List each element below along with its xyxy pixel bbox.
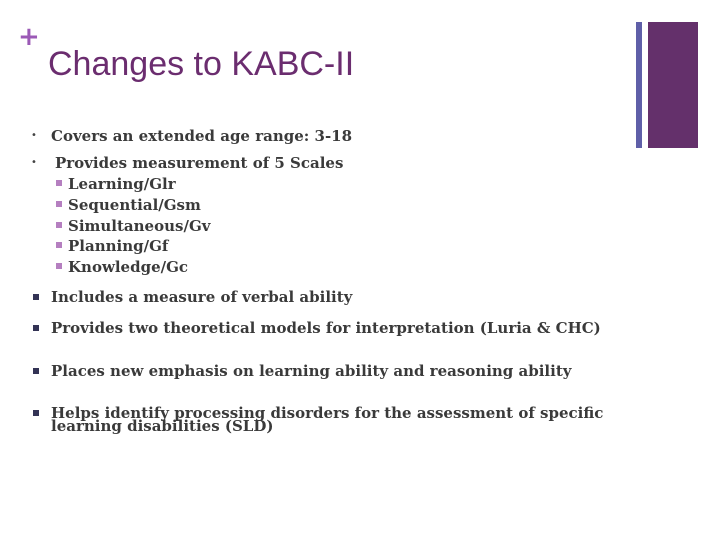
bullet-square-icon xyxy=(33,294,39,300)
sub-bullet-icon xyxy=(56,201,62,207)
bullet-square-icon xyxy=(33,325,39,331)
sub-bullet-icon xyxy=(56,242,62,248)
bullet-processing-disorders-line2: learning disabilities (SLD) xyxy=(51,417,274,435)
bullet-five-scales: Provides measurement of 5 Scales xyxy=(55,154,344,172)
bullet-processing-disorders-line1: Helps identify processing disorders for the assessment of specific xyxy=(51,404,604,422)
bullet-verbal-ability: Includes a measure of verbal ability xyxy=(51,288,353,306)
slide-title: Changes to KABC-II xyxy=(48,45,355,83)
bullet-square-icon xyxy=(33,410,39,416)
bullet-dot-icon: • xyxy=(31,130,37,141)
bullet-dot-icon: • xyxy=(31,157,37,168)
bullet-theoretical-models: Provides two theoretical models for interpretation (Luria & CHC) xyxy=(51,319,601,337)
scale-item: Knowledge/Gc xyxy=(68,258,189,276)
sub-bullet-icon xyxy=(56,222,62,228)
decorative-bar-wide xyxy=(648,22,698,148)
scale-item: Simultaneous/Gv xyxy=(68,217,211,235)
bullet-square-icon xyxy=(33,368,39,374)
sub-bullet-icon xyxy=(56,180,62,186)
sub-bullet-icon xyxy=(56,263,62,269)
scale-item: Learning/Glr xyxy=(68,175,176,193)
bullet-new-emphasis: Places new emphasis on learning ability and reasoning ability xyxy=(51,362,572,380)
bullet-age-range: Covers an extended age range: 3-18 xyxy=(51,127,353,145)
decorative-bar-thin xyxy=(636,22,642,148)
scale-item: Sequential/Gsm xyxy=(68,196,201,214)
scale-item: Planning/Gf xyxy=(68,237,169,255)
plus-icon: + xyxy=(18,22,40,52)
